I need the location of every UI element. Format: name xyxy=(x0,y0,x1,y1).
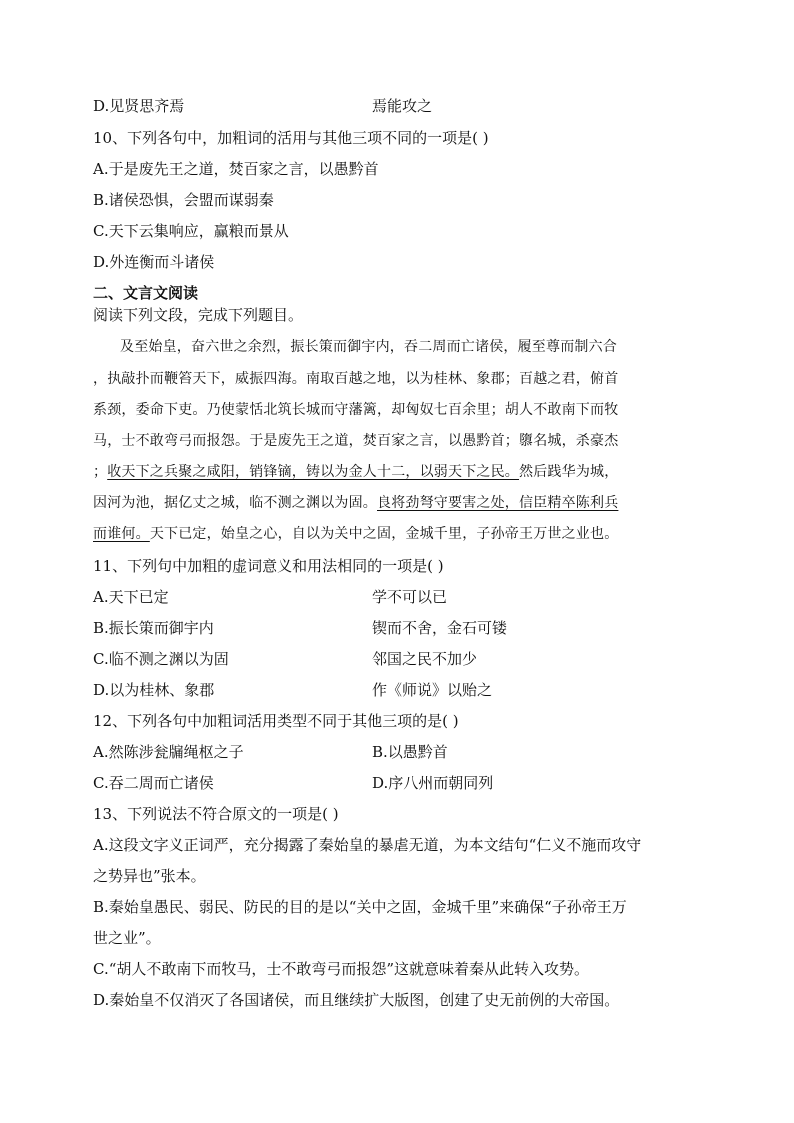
q13-option-c: C.“胡人不敢南下而牧马，士不敢弯弓而报怨”这就意味着秦从此转入攻势。 xyxy=(93,960,590,978)
passage-line-6 xyxy=(93,493,693,513)
q10-option-a: A.于是废先王之道，焚百家之言，以愚黔首 xyxy=(93,160,379,178)
q9-option-d-right: 焉能攻之 xyxy=(372,97,433,115)
passage-line-7-b: 天下已定，始皇之心，自以为关中之固，金城千里，子孙帝王万世之业也。 xyxy=(149,526,619,542)
section-instruction: 阅读下列文段，完成下列题目。 xyxy=(93,306,304,324)
passage-line-3: 系颈，委命下吏。乃使蒙恬北筑长城而守藩篱，却匈奴七百余里；胡人不敢南下而牧 xyxy=(93,402,619,418)
q9-option-d: D.见贤思齐焉 xyxy=(93,97,185,115)
q11-option-c-right: 邻国之民不加少 xyxy=(372,650,478,668)
q13-option-a-line-2: 之势异也”张本。 xyxy=(93,867,206,885)
passage-underlined-1: 收天下之兵聚之咸阳，销锋镝，铸以为金人十二，以弱天下之民。 xyxy=(107,464,520,480)
q12-stem: 12、下列各句中加粗词活用类型不同于其他三项的是( ) xyxy=(93,712,459,730)
q11-option-b-right: 锲而不舍，金石可镂 xyxy=(372,619,508,637)
q11-option-a-left: A.天下已定 xyxy=(93,588,169,606)
q10-option-b: B.诸侯恐惧，会盟而谋弱秦 xyxy=(93,191,274,209)
section-title: 二、文言文阅读 xyxy=(93,284,199,302)
passage-line-1: 及至始皇，奋六世之余烈，振长策而御宇内，吞二周而亡诸侯，履至尊而制六合 xyxy=(120,339,617,355)
q10-option-d: D.外连衡而斗诸侯 xyxy=(93,253,215,271)
q13-option-a-line-1: A.这段文字义正词严，充分揭露了秦始皇的暴虐无道，为本文结句“仁义不施而攻守 xyxy=(93,836,642,854)
passage-line-5-c: 然后践华为城， xyxy=(519,464,619,480)
passage-line-5 xyxy=(93,462,693,482)
q11-option-b-left: B.振长策而御宇内 xyxy=(93,619,214,637)
passage-underlined-2: 良将劲弩守要害之处，信臣精卒陈利兵 xyxy=(377,495,619,511)
q10-stem: 10、下列各句中，加粗词的活用与其他三项不同的一项是( ) xyxy=(93,129,489,147)
q13-option-b-line-1: B.秦始皇愚民、弱民、防民的目的是以“关中之固，金城千里”来确保“子孙帝王万 xyxy=(93,898,627,916)
q11-option-d-left: D.以为桂林、象郡 xyxy=(93,681,215,699)
q13-option-b-line-2: 世之业”。 xyxy=(93,929,161,947)
q11-option-a-right: 学不可以已 xyxy=(372,588,448,606)
q11-option-c-left: C.临不测之渊以为固 xyxy=(93,650,229,668)
q13-stem: 13、下列说法不符合原文的一项是( ) xyxy=(93,805,339,823)
q11-stem: 11、下列句中加粗的虚词意义和用法相同的一项是( ) xyxy=(93,557,444,575)
passage-underlined-3: 而谁何。 xyxy=(93,526,150,542)
q12-option-c: C.吞二周而亡诸侯 xyxy=(93,774,214,792)
passage-line-4: 马，士不敢弯弓而报怨。于是废先王之道，焚百家之言，以愚黔首；隳名城，杀豪杰 xyxy=(93,433,619,449)
passage-line-6-a: 因河为池，据亿丈之城，临不测之渊以为固。 xyxy=(93,495,377,511)
q12-option-b: B.以愚黔首 xyxy=(372,743,448,761)
q12-option-d: D.序八州而朝同列 xyxy=(372,774,494,792)
q10-option-c: C.天下云集响应，赢粮而景从 xyxy=(93,222,289,240)
q11-option-d-right: 作《师说》以贻之 xyxy=(372,681,493,699)
passage-line-5-a: ； xyxy=(93,464,108,480)
q13-option-d: D.秦始皇不仅消灭了各国诸侯，而且继续扩大版图，创建了史无前例的大帝国。 xyxy=(93,991,620,1009)
passage-line-7 xyxy=(93,524,693,544)
passage-line-2: ，执敲扑而鞭笞天下，威振四海。南取百越之地，以为桂林、象郡；百越之君，俯首 xyxy=(93,371,619,387)
q12-option-a: A.然陈涉瓮牖绳枢之子 xyxy=(93,743,244,761)
